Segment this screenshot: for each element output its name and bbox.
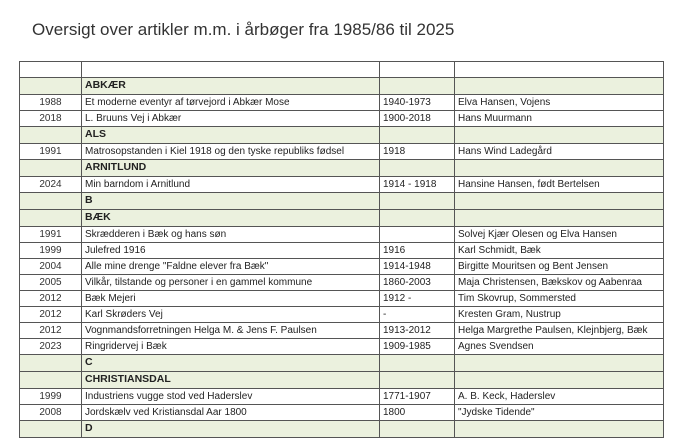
title-cell: Min barndom i Arnitlund: [82, 177, 380, 193]
section-name: ABKÆR: [82, 78, 380, 95]
section-row: [20, 372, 664, 389]
author-cell: Maja Christensen, Bækskov og Aabenraa: [455, 275, 664, 291]
page-title: Oversigt over artikler m.m. i årbøger fra 1985/86 til 2025: [32, 20, 455, 39]
author-cell: "Jydske Tidende": [455, 405, 664, 421]
period-cell: 1909-1985: [380, 339, 455, 355]
table-row: [20, 111, 664, 127]
table-row: [20, 405, 664, 421]
section-period-cell: [380, 127, 455, 144]
year-cell: 2005: [20, 275, 82, 291]
table-row: [20, 389, 664, 405]
section-name: ALS: [82, 127, 380, 144]
author-cell: Hans Wind Ladegård: [455, 144, 664, 160]
section-period-cell: [380, 78, 455, 95]
period-cell: 1914-1948: [380, 259, 455, 275]
section-name: CHRISTIANSDAL: [82, 372, 380, 389]
author-cell: Solvej Kjær Olesen og Elva Hansen: [455, 227, 664, 243]
year-cell: 2008: [20, 405, 82, 421]
year-cell: 1991: [20, 144, 82, 160]
table-row: [20, 307, 664, 323]
author-cell: Kresten Gram, Nustrup: [455, 307, 664, 323]
table-row: [20, 243, 664, 259]
section-name: ARNITLUND: [82, 160, 380, 177]
year-cell: 2004: [20, 259, 82, 275]
section-period-cell: [380, 372, 455, 389]
title-cell: Alle mine drenge "Faldne elever fra Bæk": [82, 259, 380, 275]
section-row: [20, 78, 664, 95]
year-cell: 1991: [20, 227, 82, 243]
title-cell: Julefred 1916: [82, 243, 380, 259]
year-cell: 2012: [20, 323, 82, 339]
author-cell: A. B. Keck, Haderslev: [455, 389, 664, 405]
section-year-cell: [20, 160, 82, 177]
table-row: [20, 95, 664, 111]
year-cell: 1999: [20, 389, 82, 405]
year-cell: 2024: [20, 177, 82, 193]
section-row: [20, 127, 664, 144]
section-author-cell: [455, 193, 664, 210]
section-period-cell: [380, 210, 455, 227]
period-cell: 1900-2018: [380, 111, 455, 127]
year-cell: 2018: [20, 111, 82, 127]
table-row: [20, 177, 664, 193]
author-cell: Karl Schmidt, Bæk: [455, 243, 664, 259]
period-cell: 1940-1973: [380, 95, 455, 111]
table-row: [20, 339, 664, 355]
table-top-spacer-row: [20, 62, 664, 78]
section-name: BÆK: [82, 210, 380, 227]
period-cell: [380, 227, 455, 243]
author-cell: Helga Margrethe Paulsen, Klejnbjerg, Bæk: [455, 323, 664, 339]
section-row: [20, 193, 664, 210]
section-author-cell: [455, 355, 664, 372]
section-author-cell: [455, 78, 664, 95]
year-cell: 1988: [20, 95, 82, 111]
author-cell: Hansine Hansen, født Bertelsen: [455, 177, 664, 193]
articles-table: [19, 61, 664, 438]
section-row: [20, 210, 664, 227]
period-cell: 1771-1907: [380, 389, 455, 405]
section-author-cell: [455, 210, 664, 227]
section-year-cell: [20, 78, 82, 95]
section-name: B: [82, 193, 380, 210]
section-year-cell: [20, 193, 82, 210]
section-period-cell: [380, 160, 455, 177]
period-cell: -: [380, 307, 455, 323]
period-cell: 1860-2003: [380, 275, 455, 291]
section-author-cell: [455, 421, 664, 438]
section-row: [20, 421, 664, 438]
table-row: [20, 323, 664, 339]
section-row: [20, 355, 664, 372]
title-cell: Bæk Mejeri: [82, 291, 380, 307]
period-cell: 1800: [380, 405, 455, 421]
title-cell: Vognmandsforretningen Helga M. & Jens F. Paulsen: [82, 323, 380, 339]
table-row: [20, 259, 664, 275]
author-cell: Agnes Svendsen: [455, 339, 664, 355]
author-cell: Birgitte Mouritsen og Bent Jensen: [455, 259, 664, 275]
title-cell: Jordskælv ved Kristiansdal Aar 1800: [82, 405, 380, 421]
period-cell: 1913-2012: [380, 323, 455, 339]
section-row: [20, 160, 664, 177]
author-cell: Elva Hansen, Vojens: [455, 95, 664, 111]
author-cell: Hans Muurmann: [455, 111, 664, 127]
section-year-cell: [20, 355, 82, 372]
articles-table-body: [20, 62, 664, 438]
section-author-cell: [455, 127, 664, 144]
title-cell: L. Bruuns Vej i Abkær: [82, 111, 380, 127]
title-cell: Karl Skrøders Vej: [82, 307, 380, 323]
title-cell: Et moderne eventyr af tørvejord i Abkær Mose: [82, 95, 380, 111]
year-cell: 2012: [20, 307, 82, 323]
section-period-cell: [380, 421, 455, 438]
year-cell: 2023: [20, 339, 82, 355]
title-cell: Skrædderen i Bæk og hans søn: [82, 227, 380, 243]
title-cell: Ringridervej i Bæk: [82, 339, 380, 355]
year-cell: 1999: [20, 243, 82, 259]
section-year-cell: [20, 372, 82, 389]
section-author-cell: [455, 160, 664, 177]
section-year-cell: [20, 421, 82, 438]
author-cell: Tim Skovrup, Sommersted: [455, 291, 664, 307]
period-cell: 1918: [380, 144, 455, 160]
period-cell: 1912 -: [380, 291, 455, 307]
title-cell: Vilkår, tilstande og personer i en gammel kommune: [82, 275, 380, 291]
section-name: D: [82, 421, 380, 438]
section-period-cell: [380, 193, 455, 210]
section-name: C: [82, 355, 380, 372]
title-cell: Matrosopstanden i Kiel 1918 og den tyske republiks fødsel: [82, 144, 380, 160]
period-cell: 1914 - 1918: [380, 177, 455, 193]
year-cell: 2012: [20, 291, 82, 307]
section-period-cell: [380, 355, 455, 372]
table-row: [20, 291, 664, 307]
section-year-cell: [20, 127, 82, 144]
section-author-cell: [455, 372, 664, 389]
table-row: [20, 144, 664, 160]
table-row: [20, 275, 664, 291]
period-cell: 1916: [380, 243, 455, 259]
section-year-cell: [20, 210, 82, 227]
table-row: [20, 227, 664, 243]
title-cell: Industriens vugge stod ved Haderslev: [82, 389, 380, 405]
